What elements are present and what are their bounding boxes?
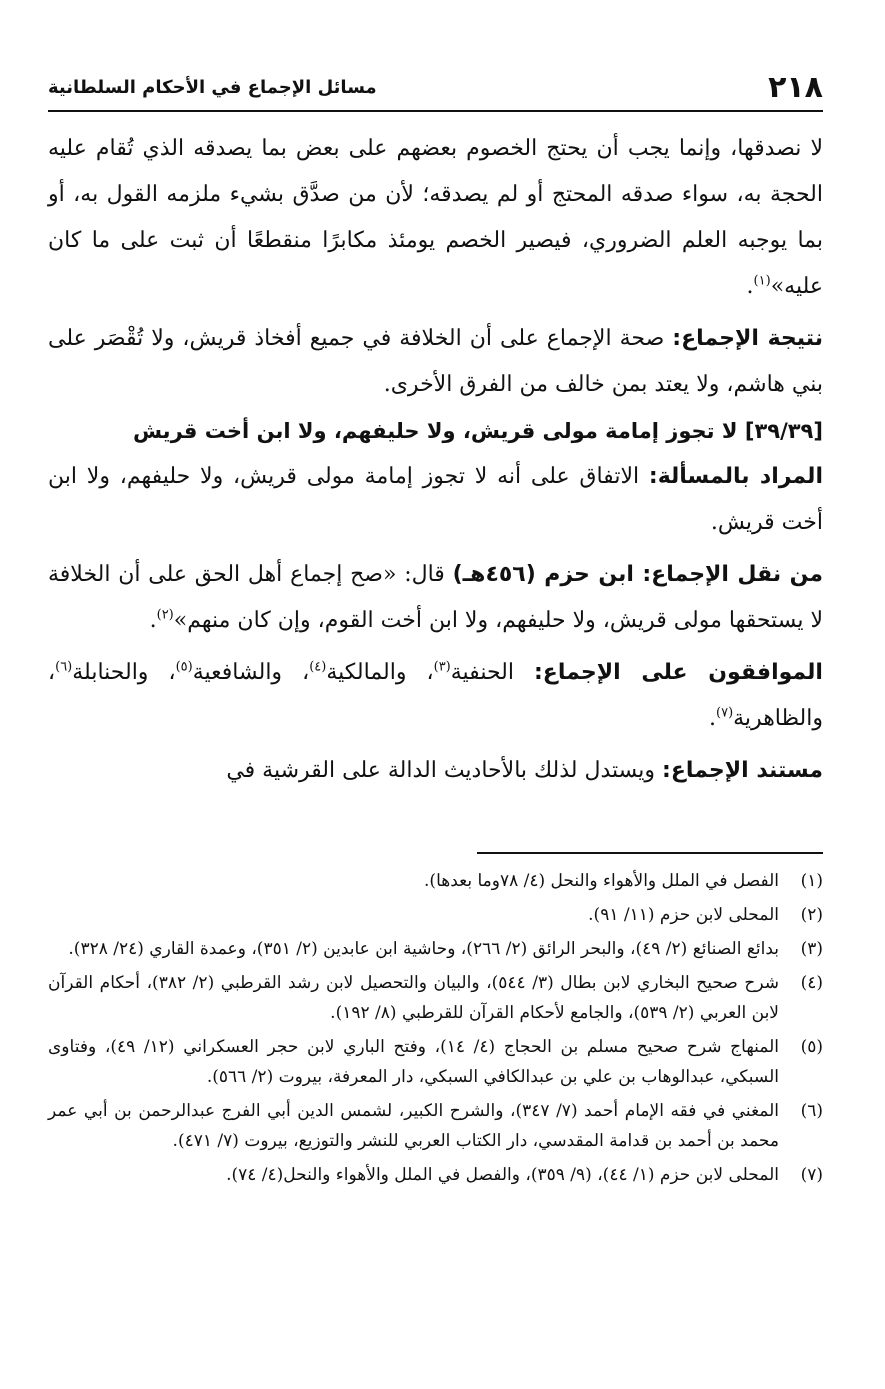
footnote (48, 866, 823, 896)
footnote-text: المحلى لابن حزم (١/ ٤٤)، (٩/ ٣٥٩)، والفصل في الملل والأهواء والنحل(٤/ ٧٤). (226, 1165, 779, 1185)
footnote-text: شرح صحيح البخاري لابن بطال (٣/ ٥٤٤)، والبيان والتحصيل لابن رشد القرطبي (٢/ ٣٨٢)، أحكام القرآن لابن العربي (٢/ ٥٣٩)، والجامع لأحكام القرآن للقرطبي (٨/ ١٩٢). (48, 973, 779, 1023)
agreeing-term: الموافقون على الإجماع: (534, 660, 823, 685)
paragraph-quote-continuation (48, 126, 823, 310)
footnote-number: (٧) (800, 1165, 823, 1185)
footnotes (48, 866, 823, 1194)
footnote-text: بدائع الصنائع (٢/ ٤٩)، والبحر الرائق (٢/ ٢٦٦)، وحاشية ابن عابدين (٢/ ٣٥١)، وعمدة القاري (٢٤/ ٣٢٨). (68, 939, 779, 959)
footnote-ref: (٤) (309, 659, 327, 675)
evidence-term: مستند الإجماع: (662, 758, 823, 783)
paragraph-agreeing-schools (48, 650, 823, 742)
paragraph-meaning (48, 454, 823, 546)
running-title: مسائل الإجماع في الأحكام السلطانية (48, 76, 377, 98)
main-text (48, 126, 823, 794)
footnote-number: (١) (800, 871, 823, 891)
footnote-number: (٢) (800, 905, 823, 925)
school-hanafi: الحنفية (450, 660, 534, 685)
paragraph-text: قال: «صح إجماع أهل الحق على أن الخلافة لا يستحقها مولى قريش، ولا حليفهم، ولا ابن أخت القوم، وإن كان منهم» (48, 562, 823, 633)
result-term: نتيجة الإجماع: (672, 326, 823, 351)
footnote-ref: (٣) (433, 659, 451, 675)
footnote (48, 934, 823, 964)
footnote-number: (٤) (800, 973, 823, 993)
footnote-text: المحلى لابن حزم (١١/ ٩١). (588, 905, 779, 925)
footnote-number: (٥) (800, 1037, 823, 1057)
issue-heading: [٣٩/٣٩] لا تجوز إمامة مولى قريش، ولا حليفهم، ولا ابن أخت قريش (133, 419, 823, 443)
meaning-term: المراد بالمسألة: (648, 464, 823, 489)
footnote-ref: (٦) (55, 659, 73, 675)
footnote-divider (477, 852, 823, 854)
punctuation: . (746, 274, 754, 299)
footnote-ref: (٥) (175, 659, 193, 675)
punctuation: . (149, 608, 157, 633)
paragraph-transmitter (48, 552, 823, 644)
footnote (48, 968, 823, 1028)
school-hanbali: ، والحنابلة (72, 660, 176, 685)
school-maliki: ، والمالكية (326, 660, 434, 685)
school-zahiri: ، والظاهرية (48, 660, 823, 731)
paragraph-text: لا نصدقها، وإنما يجب أن يحتج الخصوم بعضهم على بعض بما يصدقه الذي تُقام عليه الحجة به، سواء صدقه المحتج أو لم يصدقه؛ لأن من صدَّق بشيء ملزمه القول به، أو بما يوجبه العلم الضروري، فيصير الخصم يومئذ مكابرًا منقطعًا أن ثبت على ما كان عليه» (48, 136, 823, 299)
footnote (48, 1032, 823, 1092)
school-shafii: ، والشافعية (192, 660, 310, 685)
footnote-text: الفصل في الملل والأهواء والنحل (٤/ ٧٨وما بعدها). (424, 871, 779, 891)
footnote (48, 1160, 823, 1190)
paragraph-text: ويستدل لذلك بالأحاديث الدالة على القرشية في (226, 758, 663, 783)
footnote-text: المغني في فقه الإمام أحمد (٧/ ٣٤٧)، والشرح الكبير، لشمس الدين أبي الفرج عبدالرحمن بن أبي عمر محمد بن أحمد بن قدامة المقدسي، دار الكتاب العربي للنشر والتوزيع، بيروت (٧/ ٤٧١). (48, 1101, 779, 1151)
footnote-number: (٣) (800, 939, 823, 959)
page-header (48, 64, 823, 112)
punctuation: . (709, 706, 716, 731)
footnote-ref: (٢) (156, 607, 174, 623)
footnote-text: المنهاج شرح صحيح مسلم بن الحجاج (٤/ ١٤)، وفتح الباري لابن حجر العسكراني (١٢/ ٤٩)، وفتاوى السبكي، عبدالوهاب بن علي بن عبدالكافي السبكي، دار المعرفة، بيروت (٢/ ٥٦٦). (48, 1037, 780, 1087)
paragraph-text: الاتفاق على أنه لا تجوز إمامة مولى قريش، ولا حليفهم، ولا ابن أخت قريش. (48, 464, 823, 535)
paragraph-text: صحة الإجماع على أن الخلافة في جميع أفخاذ قريش، ولا تُقْصَر على بني هاشم، ولا يعتد بمن خالف من الفرق الأخرى. (48, 326, 823, 397)
paragraph-result (48, 316, 823, 408)
transmitter-term: من نقل الإجماع: ابن حزم (٤٥٦هـ) (452, 562, 824, 587)
footnote-number: (٦) (800, 1101, 823, 1121)
paragraph-evidence (48, 748, 823, 794)
page-number: ٢١٨ (768, 69, 823, 105)
footnote (48, 1096, 823, 1156)
footnote-ref: (٧) (716, 705, 734, 721)
footnote-ref: (١) (753, 273, 771, 289)
footnote (48, 900, 823, 930)
